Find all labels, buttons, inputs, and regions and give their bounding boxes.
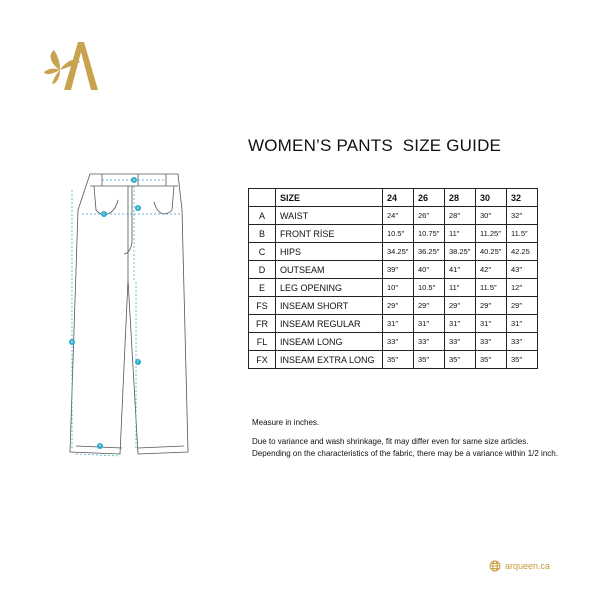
header-size: 24	[383, 189, 414, 207]
row-label: LEG OPENING	[276, 279, 383, 297]
row-value: 29″	[476, 297, 507, 315]
row-value: 41″	[445, 261, 476, 279]
table-row	[249, 207, 538, 225]
marker-f-label: F	[136, 360, 140, 365]
header-code	[249, 189, 276, 207]
row-code: D	[249, 261, 276, 279]
row-label: INSEAM LONG	[276, 333, 383, 351]
row-value: 33″	[445, 333, 476, 351]
marker-b-label: B	[136, 206, 140, 211]
row-code: E	[249, 279, 276, 297]
header-size-label: SIZE	[276, 189, 383, 207]
row-value: 35″	[507, 351, 538, 369]
row-code: FS	[249, 297, 276, 315]
row-code: FX	[249, 351, 276, 369]
row-value: 29″	[507, 297, 538, 315]
row-value: 34.25″	[383, 243, 414, 261]
row-value: 11″	[445, 225, 476, 243]
marker-d-label: D	[70, 340, 74, 345]
row-value: 36.25″	[414, 243, 445, 261]
row-value: 10″	[383, 279, 414, 297]
page-title: WOMEN’S PANTS SIZE GUIDE	[248, 136, 502, 155]
row-value: 10.5″	[414, 279, 445, 297]
row-value: 24″	[383, 207, 414, 225]
row-value: 39″	[383, 261, 414, 279]
row-value: 29″	[414, 297, 445, 315]
variance-note-1: Due to variance and wash shrinkage, fit may differ even for same size articles.	[252, 437, 529, 446]
row-value: 11″	[445, 279, 476, 297]
row-label: INSEAM EXTRA LONG	[276, 351, 383, 369]
row-code: A	[249, 207, 276, 225]
table-row	[249, 279, 538, 297]
row-label: OUTSEAM	[276, 261, 383, 279]
table-row	[249, 333, 538, 351]
globe-icon	[489, 560, 501, 572]
row-value: 11.25″	[476, 225, 507, 243]
row-value: 35″	[445, 351, 476, 369]
row-value: 40.25″	[476, 243, 507, 261]
row-value: 29″	[445, 297, 476, 315]
row-value: 26″	[414, 207, 445, 225]
table-row	[249, 225, 538, 243]
row-value: 32″	[507, 207, 538, 225]
measure-note: Measure in inches.	[252, 418, 320, 427]
size-chart-table	[248, 188, 538, 369]
row-code: FL	[249, 333, 276, 351]
row-value: 31″	[507, 315, 538, 333]
row-value: 12″	[507, 279, 538, 297]
row-value: 10.5″	[383, 225, 414, 243]
table-row	[249, 351, 538, 369]
table-row	[249, 315, 538, 333]
marker-c-label: C	[102, 212, 106, 217]
header-size: 28	[445, 189, 476, 207]
marker-e-label: E	[98, 444, 102, 449]
pants-diagram	[62, 170, 190, 460]
row-value: 29″	[383, 297, 414, 315]
row-code: FR	[249, 315, 276, 333]
header-size: 32	[507, 189, 538, 207]
row-code: B	[249, 225, 276, 243]
row-label: INSEAM SHORT	[276, 297, 383, 315]
row-value: 35″	[476, 351, 507, 369]
row-value: 43″	[507, 261, 538, 279]
header-size: 30	[476, 189, 507, 207]
footer-website[interactable]	[489, 560, 550, 572]
row-label: HIPS	[276, 243, 383, 261]
row-value: 10.75″	[414, 225, 445, 243]
row-value: 28″	[445, 207, 476, 225]
row-value: 35″	[414, 351, 445, 369]
row-code: C	[249, 243, 276, 261]
variance-note-2: Depending on the characteristics of the fabric, there may be a variance within 1/2 inch.	[252, 449, 558, 458]
row-value: 38.25″	[445, 243, 476, 261]
marker-a-label: A	[132, 178, 136, 183]
table-row	[249, 261, 538, 279]
brand-logo-icon	[44, 40, 100, 90]
row-value: 42.25	[507, 243, 538, 261]
row-value: 31″	[414, 315, 445, 333]
table-row	[249, 243, 538, 261]
row-value: 42″	[476, 261, 507, 279]
footer-url[interactable]: arqueen.ca	[505, 561, 551, 571]
row-label: WAIST	[276, 207, 383, 225]
row-value: 31″	[445, 315, 476, 333]
row-value: 11.5″	[476, 279, 507, 297]
row-value: 31″	[476, 315, 507, 333]
row-value: 40″	[414, 261, 445, 279]
table-header-row	[249, 189, 538, 207]
row-value: 11.5″	[507, 225, 538, 243]
row-label: INSEAM REGULAR	[276, 315, 383, 333]
row-value: 30″	[476, 207, 507, 225]
row-value: 33″	[476, 333, 507, 351]
row-label: FRONT RİSE	[276, 225, 383, 243]
row-value: 33″	[414, 333, 445, 351]
row-value: 33″	[383, 333, 414, 351]
table-row	[249, 297, 538, 315]
header-size: 26	[414, 189, 445, 207]
row-value: 33″	[507, 333, 538, 351]
row-value: 35″	[383, 351, 414, 369]
row-value: 31″	[383, 315, 414, 333]
